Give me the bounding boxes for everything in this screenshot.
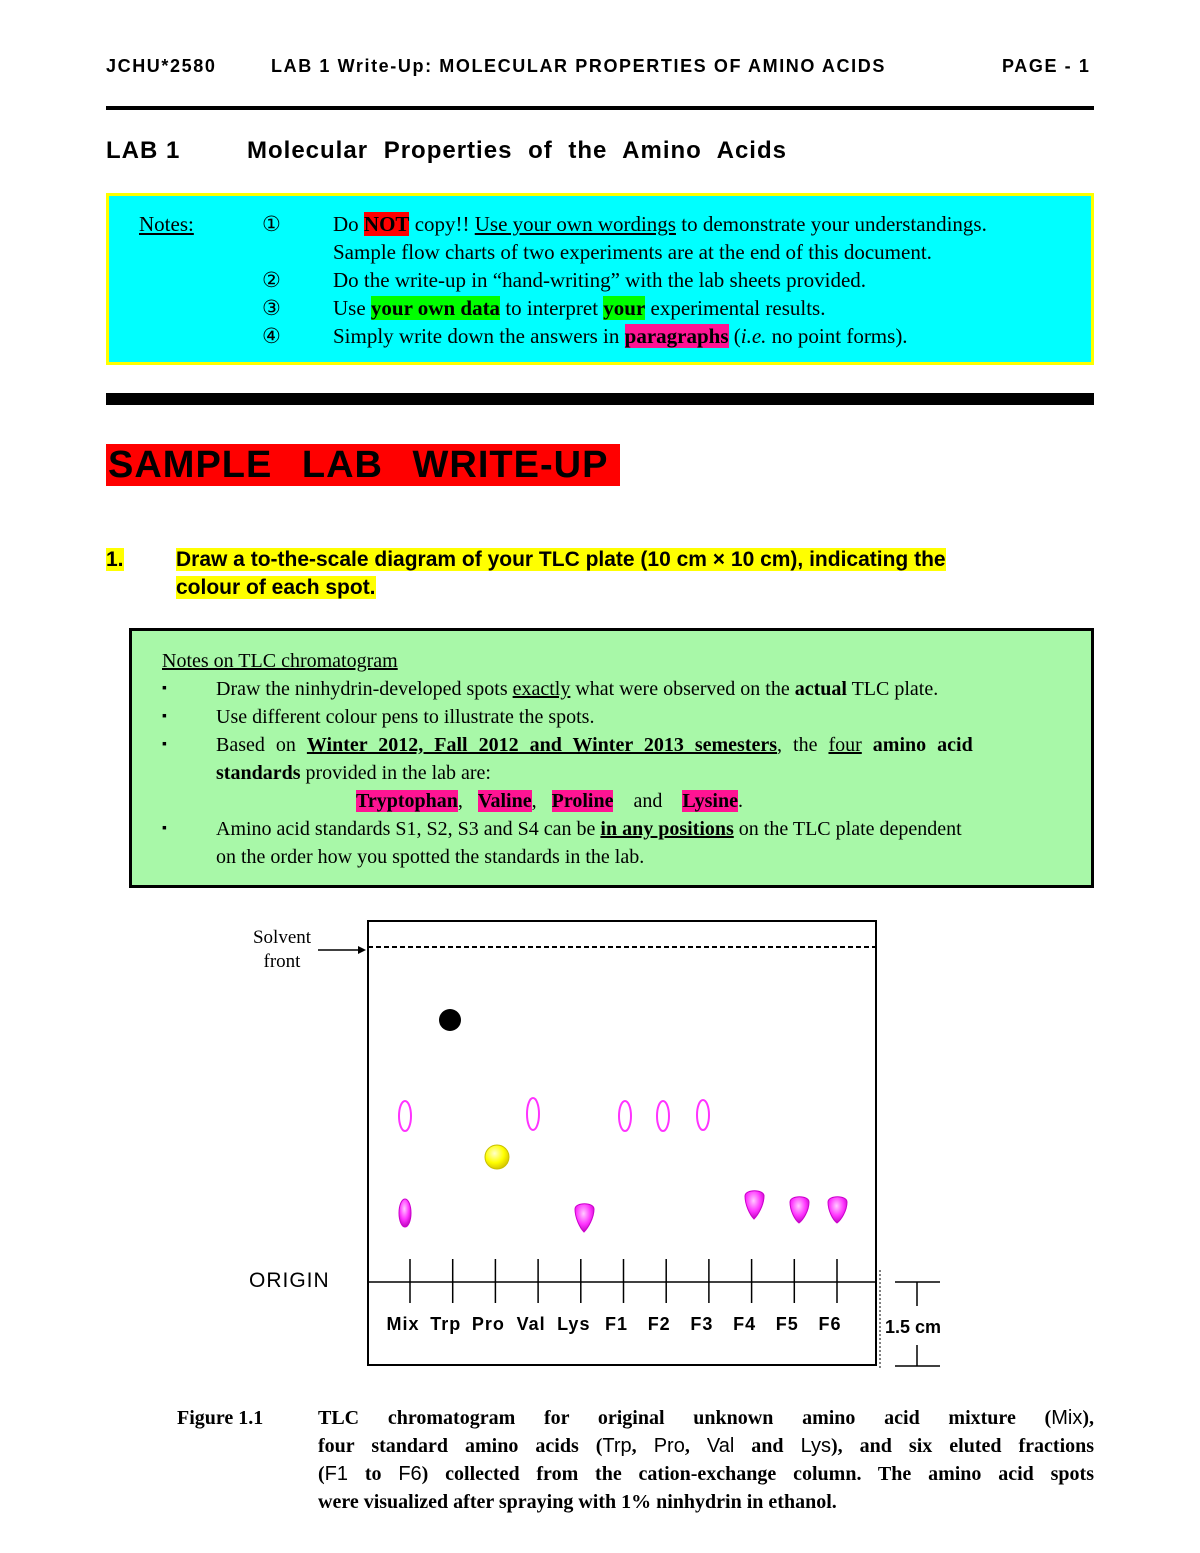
caption-lys: Lys	[800, 1435, 831, 1457]
lane-label-f4: F4	[733, 1314, 757, 1334]
note-number-3: ③	[262, 296, 281, 320]
lane-label-lys: Lys	[557, 1314, 591, 1334]
note-1-text-c: to demonstrate your understandings.	[675, 212, 987, 236]
spot-mix-bottom	[399, 1199, 411, 1227]
note-2: Do the write-up in “hand-writing” with the lab sheets provided.	[333, 268, 867, 292]
lab-title: Molecular Properties of the Amino Acids	[247, 137, 787, 164]
tlc-note-1-underline: exactly	[512, 678, 571, 700]
solvent-arrow-head	[358, 946, 366, 954]
tlc-note-2: Use different colour pens to illustrate the spots.	[216, 706, 595, 728]
header-page: PAGE - 1	[1002, 56, 1091, 76]
tlc-note-4-line-2: on the order how you spotted the standards in the lab.	[216, 846, 645, 868]
caption-pro: Pro	[653, 1435, 685, 1457]
note-1-text-a: Do	[333, 212, 364, 236]
bullet-3: ▪	[162, 737, 167, 752]
standard-separator: ,	[531, 790, 537, 812]
lane-label-val: Val	[516, 1314, 546, 1334]
note-3-highlight-2: your	[603, 296, 646, 320]
note-1-line-2: Sample flow charts of two experiments are at the end of this document.	[333, 240, 932, 264]
tlc-note-3-standards: standards	[216, 762, 301, 784]
header-course: JCHU*2580	[106, 56, 217, 76]
caption-f1: F1	[324, 1463, 349, 1485]
tlc-note-3-a: Based on	[216, 734, 307, 756]
tlc-note-1-bold: actual	[794, 678, 847, 700]
caption-text: (	[318, 1463, 325, 1485]
question-line-1: Draw a to-the-scale diagram of your TLC plate (10 cm × 10 cm), indicating the	[176, 548, 946, 571]
note-3-highlight-1: your own data	[370, 296, 501, 320]
question-line-2: colour of each spot.	[176, 576, 376, 599]
standard-lysine: Lysine	[682, 790, 738, 812]
bullet-1: ▪	[162, 681, 167, 696]
scale-label: 1.5 cm	[885, 1317, 942, 1337]
caption-line-2	[318, 1432, 1094, 1460]
tlc-note-1-c: TLC plate.	[846, 678, 939, 700]
caption-val: Val	[706, 1435, 735, 1457]
standard-tryptophan: Tryptophan	[356, 790, 458, 812]
tlc-note-1-b: what were observed on the	[570, 678, 795, 700]
lane-label-trp: Trp	[430, 1314, 462, 1334]
spot-lys	[575, 1204, 594, 1232]
sample-title: SAMPLE LAB WRITE-UP	[106, 444, 620, 486]
tlc-note-3-provided: provided in the lab are:	[300, 762, 491, 784]
spot-mix-top	[439, 1009, 461, 1031]
lane-label-f6: F6	[818, 1314, 842, 1334]
solvent-label-line-1: Solvent	[252, 927, 312, 948]
caption-text: four standard amino acids (	[318, 1435, 603, 1457]
tlc-note-3-four: four	[828, 734, 862, 756]
spot-pro	[485, 1145, 509, 1169]
notes-label: Notes:	[139, 212, 194, 236]
spot-f1	[619, 1101, 631, 1131]
figure-caption	[318, 1404, 1094, 1516]
tlc-notes-heading: Notes on TLC chromatogram	[162, 650, 398, 672]
note-4-ie: i.e.	[740, 324, 767, 348]
caption-f6: F6	[398, 1463, 422, 1485]
standard-separator: ,	[457, 790, 463, 812]
bullet-4: ▪	[162, 821, 167, 836]
caption-line-4: were visualized after spraying with 1% ninhydrin in ethanol.	[318, 1491, 837, 1513]
note-3-text-b: to interpret	[500, 296, 604, 320]
spot-f3	[697, 1100, 709, 1130]
origin-label: ORIGIN	[249, 1269, 330, 1292]
note-3-text-a: Use	[333, 296, 371, 320]
note-number-4: ④	[262, 324, 281, 348]
caption-line-1	[318, 1404, 1094, 1432]
lane-label-f3: F3	[690, 1314, 714, 1334]
standard-period: .	[737, 790, 743, 812]
tlc-note-1-a: Draw the ninhydrin-developed spots	[216, 678, 513, 700]
note-4-text-c: no point forms).	[766, 324, 908, 348]
bullet-2: ▪	[162, 709, 167, 724]
standard-proline: Proline	[551, 790, 614, 812]
note-1-highlight: NOT	[363, 212, 410, 236]
spot-f2	[657, 1101, 669, 1131]
spot-f4	[745, 1191, 764, 1219]
caption-line-3	[318, 1460, 1094, 1488]
tlc-note-4-a: Amino acid standards S1, S2, S3 and S4 can be	[216, 818, 601, 840]
caption-text: ,	[684, 1435, 707, 1457]
caption-text: TLC chromatogram for original unknown amino acid mixture (	[318, 1407, 1052, 1429]
note-1-underline: Use your own wordings	[474, 212, 676, 236]
tlc-note-3-b: , the	[777, 734, 829, 756]
lane-label-f5: F5	[775, 1314, 799, 1334]
note-3-text-c: experimental results.	[645, 296, 826, 320]
note-number-1: ①	[262, 212, 281, 236]
tlc-note-3-bold: amino acid	[861, 734, 973, 756]
caption-text: ),	[1082, 1407, 1094, 1429]
standard-valine: Valine	[477, 790, 532, 812]
lane-label-f1: F1	[604, 1314, 629, 1334]
lane-label-pro: Pro	[471, 1314, 505, 1334]
caption-text: ), and six eluted fractions	[830, 1435, 1095, 1457]
tlc-note-4-b: on the TLC plate dependent	[733, 818, 962, 840]
lane-label-f2: F2	[647, 1314, 671, 1334]
note-4-text-b: (	[728, 324, 741, 348]
spot-f6	[828, 1197, 847, 1223]
note-1-text-b: copy!!	[409, 212, 475, 236]
header-title: LAB 1 Write-Up: MOLECULAR PROPERTIES OF AMINO ACIDS	[271, 56, 886, 76]
standard-and: and	[633, 790, 663, 812]
lane-label-mix: Mix	[386, 1314, 420, 1334]
spot-val	[527, 1098, 539, 1130]
caption-trp: Trp	[602, 1435, 632, 1457]
figure-label: Figure 1.1	[177, 1407, 264, 1429]
question-number-text: 1.	[106, 548, 124, 571]
note-number-2: ②	[262, 268, 281, 292]
lab-number: LAB 1	[106, 137, 181, 164]
spot-mix-middle	[399, 1101, 411, 1131]
caption-text: to	[348, 1463, 399, 1485]
caption-text: ,	[631, 1435, 654, 1457]
note-4-highlight: paragraphs	[624, 324, 729, 348]
caption-text: ) collected from the cation-exchange column. The amino acid spots	[421, 1463, 1094, 1485]
tlc-note-3-semesters: Winter 2012, Fall 2012 and Winter 2013 semesters	[306, 734, 778, 756]
caption-mix: Mix	[1051, 1407, 1083, 1429]
note-4-text-a: Simply write down the answers in	[333, 324, 625, 348]
caption-text: and	[734, 1435, 801, 1457]
tlc-note-4-positions: in any positions	[600, 818, 734, 840]
spot-f5	[790, 1197, 809, 1223]
solvent-label-line-2: front	[263, 951, 301, 972]
